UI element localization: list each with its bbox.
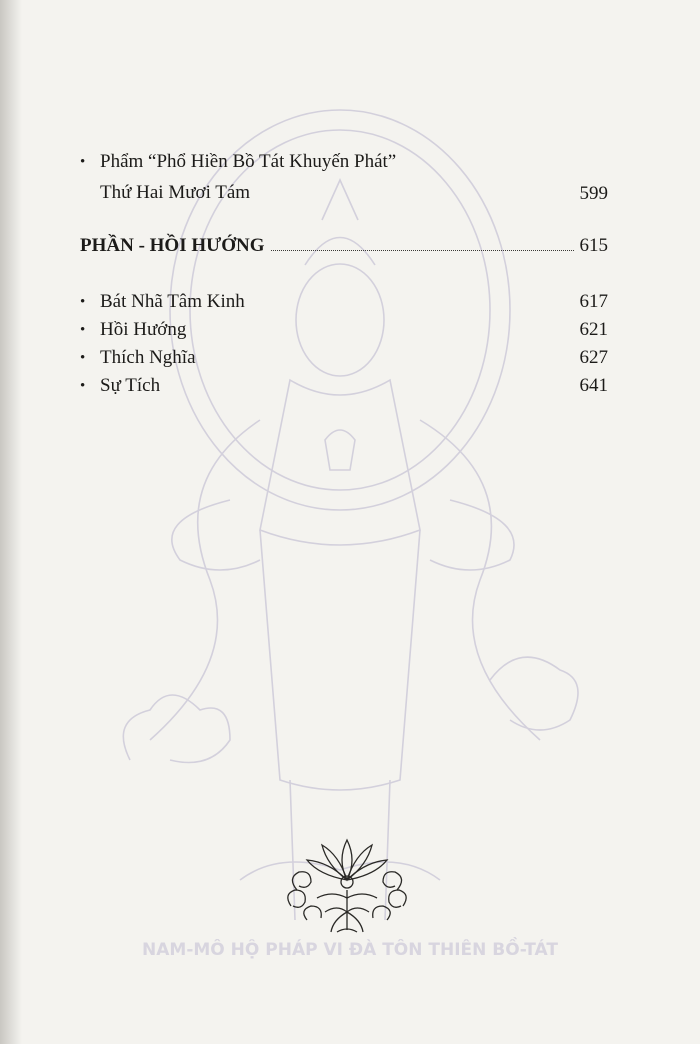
head-outline (296, 264, 384, 376)
bullet-icon: • (80, 350, 86, 366)
toc-section-hoi-huong[interactable] (80, 232, 608, 260)
toc-entry-page: 641 (579, 375, 608, 396)
toc-entry-title: Hồi Hướng (100, 319, 187, 340)
toc-entry-title: Sự Tích (100, 375, 161, 396)
toc-entry-page: 627 (579, 347, 608, 368)
bullet-icon: • (80, 322, 86, 338)
page-edge-shadow (0, 0, 22, 1044)
lotus-ornament-icon (277, 820, 417, 940)
toc-entry-title-line2: Thứ Hai Mươi Tám (100, 182, 251, 203)
toc-entry-pho-hien[interactable] (80, 148, 608, 208)
toc-entry-title: Bát Nhã Tâm Kinh (100, 291, 245, 312)
toc-entry-page: 599 (579, 183, 608, 204)
toc-entry-title: Thích Nghĩa (100, 347, 196, 368)
bullet-icon: • (80, 378, 86, 394)
toc-entry-page: 617 (579, 291, 608, 312)
toc-entry-page: 621 (579, 319, 608, 340)
toc-entry-title-line1: Phẩm “Phổ Hiền Bồ Tát Khuyến Phát” (100, 151, 397, 172)
bullet-icon: • (80, 294, 86, 310)
section-title: PHẦN - HỒI HƯỚNG (80, 235, 265, 256)
dotted-leader (271, 232, 574, 251)
section-page: 615 (579, 235, 608, 256)
bullet-icon: • (80, 154, 86, 170)
watermark-caption: NAM-MÔ HỘ PHÁP VI ĐÀ TÔN THIÊN BỒ-TÁT (142, 940, 558, 960)
